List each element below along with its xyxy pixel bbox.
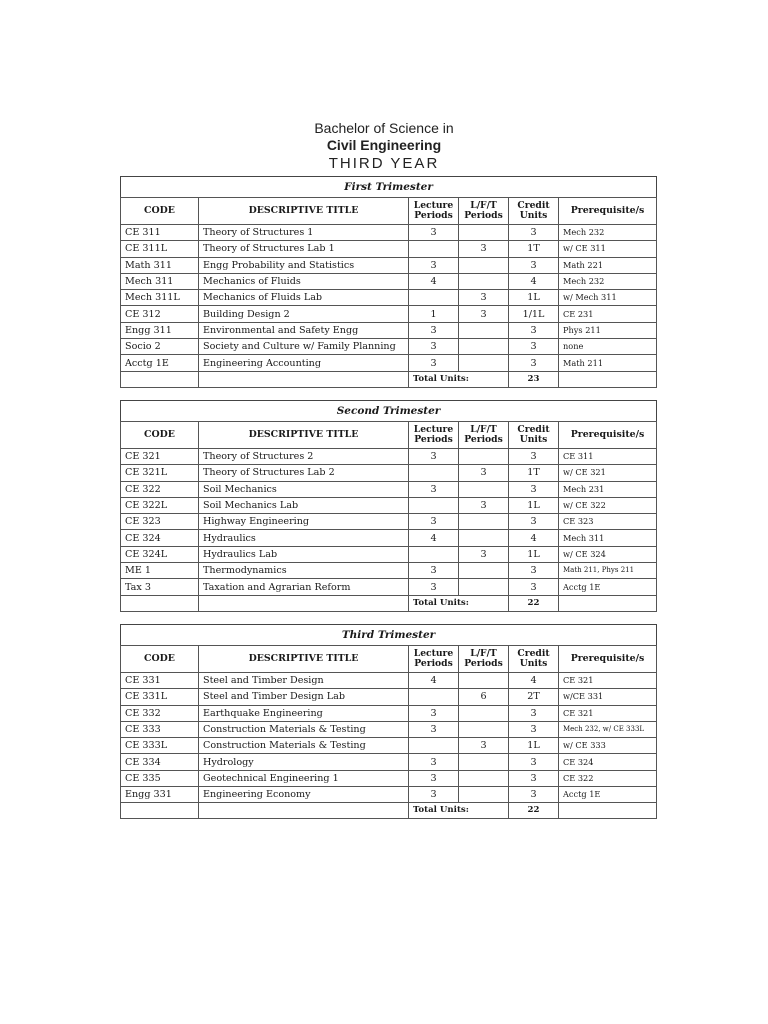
- course-row: [121, 579, 657, 595]
- total-units-value: 22: [509, 803, 559, 819]
- course-code: Acctg 1E: [121, 355, 199, 371]
- course-row: [121, 721, 657, 737]
- lecture-periods: [409, 290, 459, 306]
- col-header-lecture: Lecture Periods: [409, 646, 459, 673]
- lecture-periods: 3: [409, 339, 459, 355]
- total-row: [121, 803, 657, 819]
- col-header-code: CODE: [121, 422, 199, 449]
- course-row: [121, 449, 657, 465]
- course-code: CE 311L: [121, 241, 199, 257]
- course-title: Thermodynamics: [199, 563, 409, 579]
- col-header-prereq: Prerequisite/s: [559, 198, 657, 225]
- lecture-periods: 1: [409, 306, 459, 322]
- credit-units: 3: [509, 514, 559, 530]
- lft-periods: 3: [459, 497, 509, 513]
- document-heading: [0, 120, 768, 173]
- lecture-periods: [409, 738, 459, 754]
- semester-table: [120, 400, 657, 612]
- prerequisites: Mech 232: [559, 273, 657, 289]
- total-blank: [121, 803, 199, 819]
- course-title: Highway Engineering: [199, 514, 409, 530]
- credit-units: 1T: [509, 465, 559, 481]
- lft-periods: 6: [459, 689, 509, 705]
- column-header-row: [121, 646, 657, 673]
- course-title: Hydraulics: [199, 530, 409, 546]
- course-row: [121, 705, 657, 721]
- course-row: [121, 787, 657, 803]
- total-blank: [559, 371, 657, 387]
- course-title: Theory of Structures Lab 1: [199, 241, 409, 257]
- col-header-title: DESCRIPTIVE TITLE: [199, 198, 409, 225]
- col-header-title: DESCRIPTIVE TITLE: [199, 646, 409, 673]
- lft-periods: [459, 673, 509, 689]
- course-code: CE 333L: [121, 738, 199, 754]
- course-title: Engineering Accounting: [199, 355, 409, 371]
- course-row: [121, 689, 657, 705]
- lecture-periods: [409, 465, 459, 481]
- lecture-periods: 3: [409, 770, 459, 786]
- lecture-periods: [409, 546, 459, 562]
- semester-title: Third Trimester: [121, 625, 657, 646]
- course-row: [121, 530, 657, 546]
- total-units-value: 23: [509, 371, 559, 387]
- lecture-periods: 3: [409, 754, 459, 770]
- prerequisites: CE 321: [559, 705, 657, 721]
- total-row: [121, 595, 657, 611]
- course-code: Tax 3: [121, 579, 199, 595]
- lft-periods: [459, 481, 509, 497]
- credit-units: 3: [509, 322, 559, 338]
- lecture-periods: 4: [409, 530, 459, 546]
- col-header-prereq: Prerequisite/s: [559, 422, 657, 449]
- course-row: [121, 546, 657, 562]
- program-title: Civil Engineering: [326, 137, 442, 153]
- prerequisites: CE 231: [559, 306, 657, 322]
- prerequisites: CE 323: [559, 514, 657, 530]
- total-units-label: Total Units:: [409, 803, 509, 819]
- credit-units: 3: [509, 563, 559, 579]
- lecture-periods: [409, 241, 459, 257]
- course-row: [121, 225, 657, 241]
- course-code: CE 312: [121, 306, 199, 322]
- lft-periods: [459, 339, 509, 355]
- lft-periods: [459, 563, 509, 579]
- course-row: [121, 738, 657, 754]
- year-label: THIRD YEAR: [328, 155, 440, 172]
- lecture-periods: 3: [409, 257, 459, 273]
- lft-periods: 3: [459, 306, 509, 322]
- semester-title: First Trimester: [121, 177, 657, 198]
- lecture-periods: 3: [409, 355, 459, 371]
- credit-units: 4: [509, 673, 559, 689]
- course-row: [121, 497, 657, 513]
- lft-periods: [459, 225, 509, 241]
- credit-units: 1L: [509, 738, 559, 754]
- course-title: Mechanics of Fluids Lab: [199, 290, 409, 306]
- prerequisites: CE 324: [559, 754, 657, 770]
- course-row: [121, 754, 657, 770]
- semester-title-row: [121, 177, 657, 198]
- lft-periods: 3: [459, 546, 509, 562]
- course-title: Soil Mechanics Lab: [199, 497, 409, 513]
- credit-units: 4: [509, 273, 559, 289]
- total-blank: [559, 595, 657, 611]
- col-header-lecture: Lecture Periods: [409, 198, 459, 225]
- course-title: Geotechnical Engineering 1: [199, 770, 409, 786]
- col-header-lft: L/F/T Periods: [459, 422, 509, 449]
- lft-periods: [459, 530, 509, 546]
- course-row: [121, 241, 657, 257]
- course-title: Steel and Timber Design: [199, 673, 409, 689]
- lecture-periods: 3: [409, 787, 459, 803]
- credit-units: 2T: [509, 689, 559, 705]
- credit-units: 3: [509, 339, 559, 355]
- course-title: Taxation and Agrarian Reform: [199, 579, 409, 595]
- credit-units: 1L: [509, 290, 559, 306]
- lft-periods: 3: [459, 465, 509, 481]
- course-code: CE 322: [121, 481, 199, 497]
- lft-periods: [459, 721, 509, 737]
- semester-table: [120, 624, 657, 819]
- column-header-row: [121, 422, 657, 449]
- course-code: CE 321L: [121, 465, 199, 481]
- degree-line: Bachelor of Science in: [314, 120, 454, 136]
- credit-units: 3: [509, 754, 559, 770]
- col-header-title: DESCRIPTIVE TITLE: [199, 422, 409, 449]
- total-blank: [559, 803, 657, 819]
- credit-units: 1L: [509, 497, 559, 513]
- prerequisites: w/ CE 324: [559, 546, 657, 562]
- prerequisites: CE 322: [559, 770, 657, 786]
- total-units-label: Total Units:: [409, 595, 509, 611]
- course-title: Environmental and Safety Engg: [199, 322, 409, 338]
- lecture-periods: 3: [409, 721, 459, 737]
- total-blank: [199, 595, 409, 611]
- credit-units: 4: [509, 530, 559, 546]
- course-code: Mech 311L: [121, 290, 199, 306]
- lft-periods: [459, 257, 509, 273]
- credit-units: 1/1L: [509, 306, 559, 322]
- course-code: Engg 331: [121, 787, 199, 803]
- course-code: Socio 2: [121, 339, 199, 355]
- lecture-periods: 3: [409, 449, 459, 465]
- course-code: CE 332: [121, 705, 199, 721]
- course-code: ME 1: [121, 563, 199, 579]
- total-blank: [121, 595, 199, 611]
- lecture-periods: 3: [409, 579, 459, 595]
- lft-periods: [459, 449, 509, 465]
- course-row: [121, 563, 657, 579]
- prerequisites: Math 221: [559, 257, 657, 273]
- lft-periods: 3: [459, 241, 509, 257]
- column-header-row: [121, 198, 657, 225]
- col-header-code: CODE: [121, 646, 199, 673]
- col-header-code: CODE: [121, 198, 199, 225]
- lecture-periods: 3: [409, 514, 459, 530]
- credit-units: 3: [509, 787, 559, 803]
- prerequisites: CE 321: [559, 673, 657, 689]
- credit-units: 3: [509, 449, 559, 465]
- credit-units: 3: [509, 705, 559, 721]
- prerequisites: Acctg 1E: [559, 787, 657, 803]
- lft-periods: [459, 355, 509, 371]
- total-units-label: Total Units:: [409, 371, 509, 387]
- prerequisites: w/CE 331: [559, 689, 657, 705]
- course-row: [121, 257, 657, 273]
- lecture-periods: 3: [409, 563, 459, 579]
- course-code: Engg 311: [121, 322, 199, 338]
- lft-periods: [459, 273, 509, 289]
- total-blank: [199, 371, 409, 387]
- semester-title-row: [121, 401, 657, 422]
- lft-periods: [459, 579, 509, 595]
- course-row: [121, 322, 657, 338]
- course-title: Construction Materials & Testing: [199, 738, 409, 754]
- prerequisites: Mech 232: [559, 225, 657, 241]
- col-header-credit: Credit Units: [509, 422, 559, 449]
- course-title: Theory of Structures Lab 2: [199, 465, 409, 481]
- credit-units: 3: [509, 579, 559, 595]
- course-code: Math 311: [121, 257, 199, 273]
- lecture-periods: [409, 689, 459, 705]
- course-title: Theory of Structures 1: [199, 225, 409, 241]
- lft-periods: [459, 705, 509, 721]
- total-row: [121, 371, 657, 387]
- course-title: Mechanics of Fluids: [199, 273, 409, 289]
- col-header-lft: L/F/T Periods: [459, 646, 509, 673]
- prerequisites: Acctg 1E: [559, 579, 657, 595]
- col-header-lft: L/F/T Periods: [459, 198, 509, 225]
- col-header-credit: Credit Units: [509, 198, 559, 225]
- col-header-prereq: Prerequisite/s: [559, 646, 657, 673]
- lecture-periods: 4: [409, 673, 459, 689]
- course-code: CE 323: [121, 514, 199, 530]
- credit-units: 3: [509, 481, 559, 497]
- course-title: Hydraulics Lab: [199, 546, 409, 562]
- course-title: Engineering Economy: [199, 787, 409, 803]
- prerequisites: Mech 231: [559, 481, 657, 497]
- course-code: CE 321: [121, 449, 199, 465]
- lecture-periods: [409, 497, 459, 513]
- col-header-lecture: Lecture Periods: [409, 422, 459, 449]
- prerequisites: Math 211, Phys 211: [559, 563, 657, 579]
- course-code: CE 324: [121, 530, 199, 546]
- course-code: CE 331L: [121, 689, 199, 705]
- credit-units: 3: [509, 225, 559, 241]
- prerequisites: Math 211: [559, 355, 657, 371]
- semester-title: Second Trimester: [121, 401, 657, 422]
- course-row: [121, 306, 657, 322]
- course-title: Steel and Timber Design Lab: [199, 689, 409, 705]
- course-row: [121, 273, 657, 289]
- prerequisites: w/ CE 311: [559, 241, 657, 257]
- course-row: [121, 770, 657, 786]
- course-row: [121, 514, 657, 530]
- lft-periods: 3: [459, 738, 509, 754]
- prerequisites: Mech 232, w/ CE 333L: [559, 721, 657, 737]
- course-title: Engg Probability and Statistics: [199, 257, 409, 273]
- course-row: [121, 673, 657, 689]
- credit-units: 1T: [509, 241, 559, 257]
- course-row: [121, 355, 657, 371]
- lft-periods: [459, 754, 509, 770]
- course-code: CE 324L: [121, 546, 199, 562]
- course-title: Society and Culture w/ Family Planning: [199, 339, 409, 355]
- prerequisites: w/ CE 333: [559, 738, 657, 754]
- semester-table: [120, 176, 657, 388]
- course-code: CE 311: [121, 225, 199, 241]
- course-title: Soil Mechanics: [199, 481, 409, 497]
- prerequisites: Mech 311: [559, 530, 657, 546]
- prerequisites: w/ CE 322: [559, 497, 657, 513]
- lft-periods: [459, 514, 509, 530]
- course-title: Hydrology: [199, 754, 409, 770]
- course-title: Earthquake Engineering: [199, 705, 409, 721]
- lft-periods: [459, 787, 509, 803]
- lft-periods: [459, 770, 509, 786]
- total-blank: [199, 803, 409, 819]
- course-row: [121, 339, 657, 355]
- col-header-credit: Credit Units: [509, 646, 559, 673]
- prerequisites: none: [559, 339, 657, 355]
- course-row: [121, 465, 657, 481]
- total-units-value: 22: [509, 595, 559, 611]
- prerequisites: CE 311: [559, 449, 657, 465]
- credit-units: 3: [509, 721, 559, 737]
- total-blank: [121, 371, 199, 387]
- credit-units: 1L: [509, 546, 559, 562]
- lft-periods: 3: [459, 290, 509, 306]
- credit-units: 3: [509, 355, 559, 371]
- lft-periods: [459, 322, 509, 338]
- course-code: CE 333: [121, 721, 199, 737]
- lecture-periods: 3: [409, 705, 459, 721]
- course-row: [121, 481, 657, 497]
- prerequisites: w/ CE 321: [559, 465, 657, 481]
- lecture-periods: 3: [409, 322, 459, 338]
- credit-units: 3: [509, 257, 559, 273]
- prerequisites: w/ Mech 311: [559, 290, 657, 306]
- lecture-periods: 3: [409, 481, 459, 497]
- course-code: CE 331: [121, 673, 199, 689]
- lecture-periods: 4: [409, 273, 459, 289]
- course-row: [121, 290, 657, 306]
- course-code: CE 334: [121, 754, 199, 770]
- lecture-periods: 3: [409, 225, 459, 241]
- semester-title-row: [121, 625, 657, 646]
- course-title: Building Design 2: [199, 306, 409, 322]
- prerequisites: Phys 211: [559, 322, 657, 338]
- course-title: Construction Materials & Testing: [199, 721, 409, 737]
- course-code: CE 322L: [121, 497, 199, 513]
- course-code: Mech 311: [121, 273, 199, 289]
- course-title: Theory of Structures 2: [199, 449, 409, 465]
- credit-units: 3: [509, 770, 559, 786]
- course-code: CE 335: [121, 770, 199, 786]
